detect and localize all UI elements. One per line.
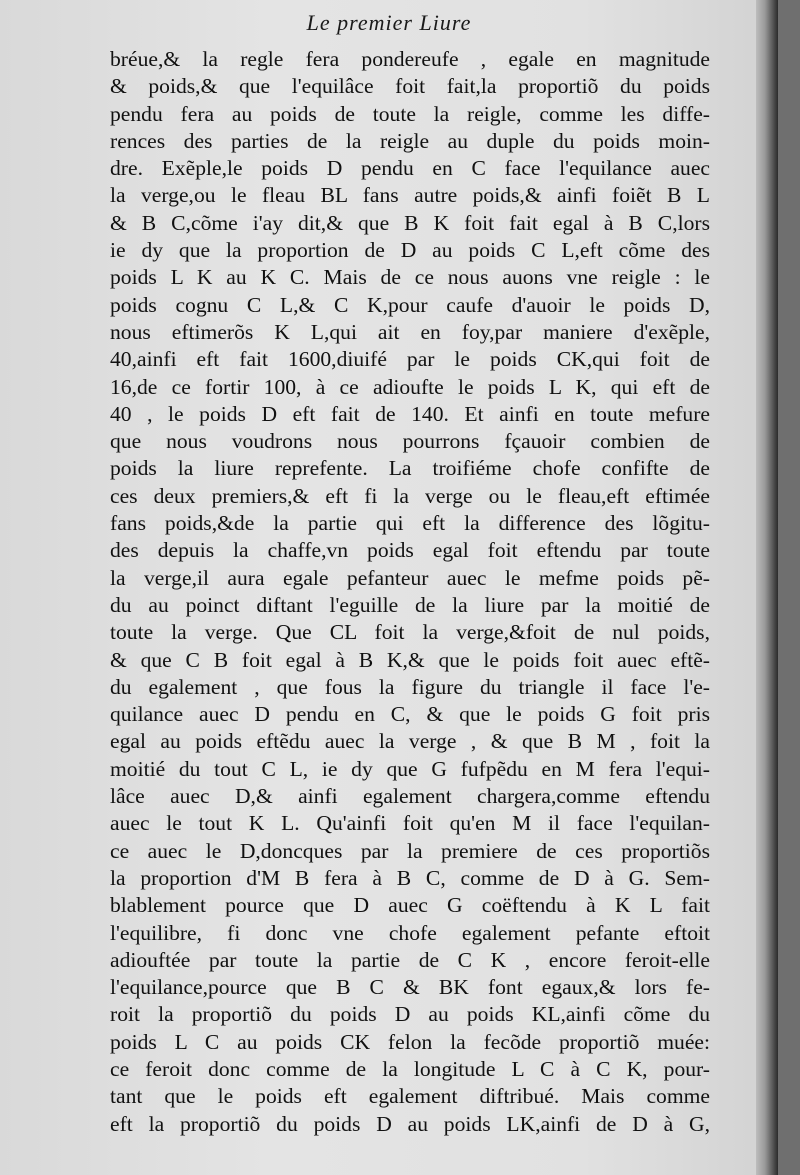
text-line: eft la proportiõ du poids D au poids LK,ainfi de D à G, — [110, 1111, 710, 1136]
text-line: blablement pource que D auec G coëftendu à K L fait — [110, 893, 710, 918]
text-line: poids L C au poids CK felon la fecõde proportiõ muée: — [110, 1029, 710, 1054]
text-line: la verge,il aura egale pefanteur auec le mefme poids pẽ- — [110, 565, 710, 590]
text-line: ie dy que la proportion de D au poids C L,eft cõme des — [110, 238, 710, 263]
book-spine-shadow — [756, 0, 778, 1175]
text-line: poids cognu C L,& C K,pour caufe d'auoir le poids D, — [110, 292, 710, 317]
text-line: & poids,& que l'equilâce foit fait,la proportiõ du poids — [110, 74, 710, 99]
text-line: que nous voudrons nous pourrons fçauoir combien de — [110, 429, 710, 454]
text-line: moitié du tout C L, ie dy que G fufpẽdu en M fera l'equi- — [110, 756, 710, 781]
text-line: ce auec le D,doncques par la premiere de ces proportiõs — [110, 838, 710, 863]
body-text — [110, 46, 710, 1138]
text-line: toute la verge. Que CL foit la verge,&foit de nul poids, — [110, 620, 710, 645]
text-line: quilance auec D pendu en C, & que le poids G foit pris — [110, 702, 710, 727]
text-line: rences des parties de la reigle au duple du poids moin- — [110, 128, 710, 153]
text-line: tant que le poids eft egalement diftribué. Mais comme — [110, 1084, 710, 1109]
text-line: la verge,ou le fleau BL fans autre poids,& ainfi foiẽt B L — [110, 183, 710, 208]
text-line: 40 , le poids D eft fait de 140. Et ainfi en toute mefure — [110, 401, 710, 426]
text-line: ce feroit donc comme de la longitude L C à C K, pour- — [110, 1056, 710, 1081]
text-line: dre. Exẽple,le poids D pendu en C face l'equilance auec — [110, 156, 710, 181]
text-line: 40,ainfi eft fait 1600,diuifé par le poids CK,qui foit de — [110, 347, 710, 372]
text-line: des depuis la chaffe,vn poids egal foit eftendu par toute — [110, 538, 710, 563]
text-line: pendu fera au poids de toute la reigle, comme les diffe- — [110, 101, 710, 126]
text-line: egal au poids eftẽdu auec la verge , & que B M , foit la — [110, 729, 710, 754]
text-line: & B C,cõme i'ay dit,& que B K foit fait egal à B C,lors — [110, 210, 710, 235]
text-line: l'equilance,pource que B C & BK font egaux,& lors fe- — [110, 975, 710, 1000]
text-line: nous eftimerõs K L,qui ait en foy,par maniere d'exẽple, — [110, 319, 710, 344]
text-line: du au poinct diftant l'eguille de la liure par la moitié de — [110, 592, 710, 617]
running-head: Le premier Liure — [306, 10, 472, 35]
text-line: bréue,& la regle fera pondereufe , egale en magnitude — [110, 47, 710, 71]
text-line: 16,de ce fortir 100, à ce adioufte le poids L K, qui eft de — [110, 374, 710, 399]
text-line: du egalement , que fous la figure du triangle il face l'e- — [110, 674, 710, 699]
text-line: roit la proportiõ du poids D au poids KL,ainfi cõme du — [110, 1002, 710, 1027]
text-line: ces deux premiers,& eft fi la verge ou le fleau,eft eftimée — [110, 483, 710, 508]
text-line: adiouftée par toute la partie de C K , encore feroit-elle — [110, 947, 710, 972]
text-line: poids la liure reprefente. La troifiéme chofe confifte de — [110, 456, 710, 481]
text-line: la proportion d'M B fera à B C, comme de D à G. Sem- — [110, 865, 710, 890]
text-line: l'equilibre, fi donc vne chofe egalement pefante eftoit — [110, 920, 710, 945]
text-line: & que C B foit egal à B K,& que le poids foit auec eftẽ- — [110, 647, 710, 672]
text-line: fans poids,&de la partie qui eft la difference des lõgitu- — [110, 511, 710, 536]
text-line: poids L K au K C. Mais de ce nous auons vne reigle : le — [110, 265, 710, 290]
text-line: auec le tout K L. Qu'ainfi foit qu'en M il face l'equilan- — [110, 811, 710, 836]
text-line: lâce auec D,& ainfi egalement chargera,comme eftendu — [110, 784, 710, 809]
